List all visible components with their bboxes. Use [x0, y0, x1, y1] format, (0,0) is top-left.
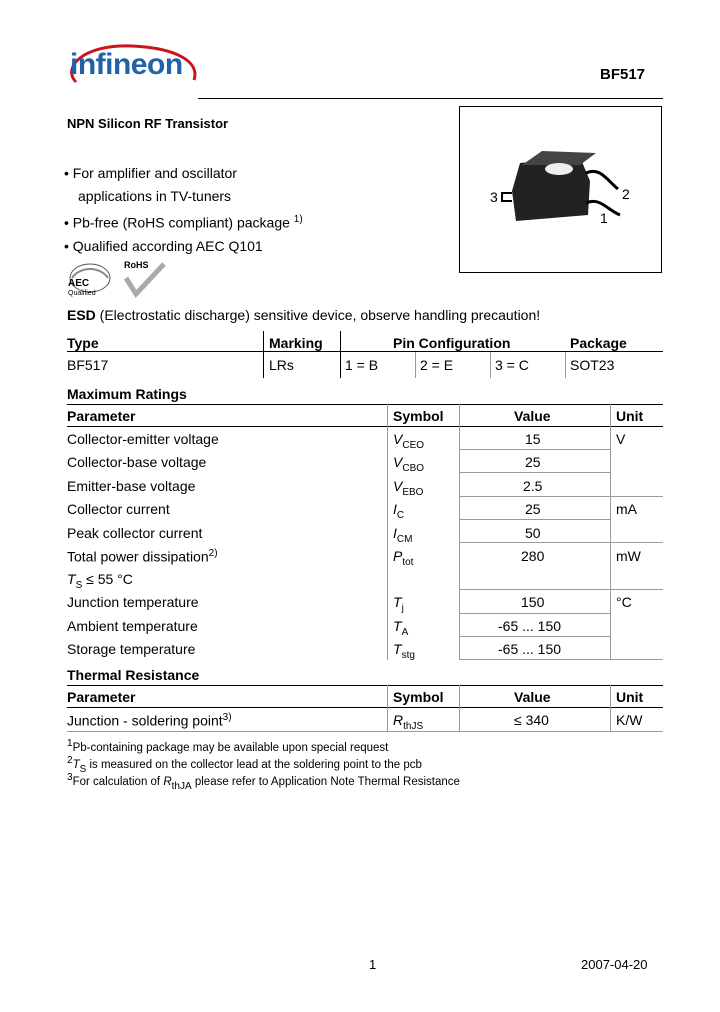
max-ratings-top-rule	[67, 404, 663, 405]
max-ratings-header-parameter: Parameter	[67, 408, 136, 424]
max-ratings-header-symbol: Symbol	[393, 408, 444, 424]
feature-item: • Qualified according AEC Q101	[64, 237, 263, 254]
max-ratings-col-divider	[459, 404, 460, 660]
table-row-symbol: $V_{EBO}$	[393, 478, 424, 498]
thermal-title: Thermal Resistance	[67, 667, 200, 683]
pin-table-divider	[340, 331, 341, 378]
header-divider	[198, 98, 663, 99]
table-row-value: 25	[525, 501, 541, 517]
table-row-parameter: Total power dissipation$^{2)}$	[67, 548, 218, 565]
max-ratings-row-rule	[459, 472, 610, 473]
pin-table-divider	[263, 331, 264, 378]
table-row-value: 25	[525, 454, 541, 470]
sot23-package-icon	[460, 107, 661, 272]
table-row-symbol: $T_{stg}$	[393, 641, 415, 661]
pin-table-type: BF517	[67, 357, 109, 373]
table-row-unit: °C	[616, 594, 632, 610]
thermal-col-divider	[610, 685, 611, 732]
thermal-bottom-rule	[67, 731, 663, 732]
page-number: 1	[369, 957, 377, 972]
pin-3-label: 3	[490, 189, 498, 205]
feature-item: • For amplifier and oscillator	[64, 165, 237, 181]
footnote-2: $^2T_S$ is measured on the collector lead at the soldering point to the pcb	[67, 755, 422, 775]
pin-table-pin3: 3 = C	[495, 357, 529, 373]
page-title: NPN Silicon RF Transistor	[67, 116, 229, 131]
table-row-symbol: $T_j$	[393, 594, 404, 614]
table-row-parameter: Ambient temperature	[67, 618, 198, 634]
svg-text:AEC: AEC	[68, 278, 90, 289]
max-ratings-header-value: Value	[514, 408, 551, 424]
package-image	[459, 106, 662, 273]
table-row-value: 15	[525, 431, 541, 447]
thermal-top-rule	[67, 685, 663, 686]
thermal-header-value: Value	[514, 689, 551, 705]
pin-table-header-marking: Marking	[269, 335, 323, 351]
max-ratings-row-rule	[459, 659, 663, 660]
max-ratings-row-rule	[459, 613, 610, 614]
logo-text: infineon	[70, 48, 183, 81]
table-row-symbol: $I_{CM}$	[393, 525, 413, 545]
feature-item: applications in TV-tuners	[78, 188, 232, 204]
max-ratings-header-rule	[67, 426, 663, 427]
aec-rohs-icon	[64, 258, 176, 298]
table-row-symbol: $T_A$	[393, 618, 409, 638]
svg-text:Qualified: Qualified	[68, 290, 96, 297]
pin-table-header-package: Package	[570, 335, 627, 351]
pin-table-rule	[67, 351, 663, 352]
thermal-row-symbol: $R_{thJS}$	[393, 712, 424, 732]
document-date: 2007-04-20	[581, 957, 648, 972]
thermal-header-symbol: Symbol	[393, 689, 444, 705]
table-row-value: -65 ... 150	[498, 618, 562, 634]
power-condition: $T_S \le 55$ °C	[67, 571, 133, 591]
table-row-unit: mW	[616, 548, 641, 564]
feature-item: • Pb-free (RoHS compliant) package $^{1)}$	[64, 214, 303, 231]
max-ratings-header-unit: Unit	[616, 408, 644, 424]
table-row-parameter: Collector-base voltage	[67, 454, 207, 470]
thermal-col-divider	[387, 685, 388, 732]
max-ratings-row-rule	[459, 449, 610, 450]
table-row-symbol: $V_{CEO}$	[393, 431, 425, 451]
table-row-parameter: Peak collector current	[67, 525, 203, 541]
pin-table-pin2: 2 = E	[420, 357, 454, 373]
table-row-unit: mA	[616, 501, 637, 517]
max-ratings-row-rule	[459, 542, 663, 543]
max-ratings-col-divider	[610, 404, 611, 660]
thermal-row-unit: K/W	[616, 712, 643, 728]
table-row-parameter: Collector-emitter voltage	[67, 431, 219, 447]
table-row-parameter: Junction temperature	[67, 594, 199, 610]
table-row-symbol: $V_{CBO}$	[393, 454, 425, 474]
certification-logos	[64, 258, 176, 298]
max-ratings-row-rule	[459, 589, 663, 590]
thermal-col-divider	[459, 685, 460, 732]
pin-table-header-type: Type	[67, 335, 99, 351]
max-ratings-title: Maximum Ratings	[67, 386, 187, 402]
thermal-header-parameter: Parameter	[67, 689, 136, 705]
pin-2-label: 2	[622, 186, 630, 202]
max-ratings-row-rule	[459, 636, 610, 637]
pin-table-header-pin-config: Pin Configuration	[393, 335, 511, 351]
table-row-value: 150	[521, 594, 545, 610]
esd-warning: ESD (Electrostatic discharge) sensitive device, observe handling precaution!	[67, 307, 541, 323]
max-ratings-col-divider	[387, 404, 388, 660]
table-row-value: 2.5	[523, 478, 543, 494]
table-row-parameter: Emitter-base voltage	[67, 478, 196, 494]
pin-table-package: SOT23	[570, 357, 615, 373]
max-ratings-row-rule	[459, 496, 663, 497]
pin-table-marking: LRs	[269, 357, 294, 373]
feature-list	[64, 162, 303, 258]
table-row-value: 50	[525, 525, 541, 541]
svg-text:RoHS: RoHS	[124, 260, 149, 270]
pin-1-label: 1	[600, 210, 608, 226]
table-row-parameter: Collector current	[67, 501, 170, 517]
table-row-value: 280	[521, 548, 545, 564]
thermal-header-unit: Unit	[616, 689, 644, 705]
footnote-3: $^3$For calculation of $R_{thJA}$ please refer to Application Note Thermal Resistance	[67, 772, 460, 792]
pin-table-divider	[490, 352, 491, 378]
thermal-row-value: ≤ 340	[514, 712, 549, 728]
table-row-value: -65 ... 150	[498, 641, 562, 657]
infineon-logo	[62, 40, 202, 96]
pin-table-divider	[415, 352, 416, 378]
part-number: BF517	[600, 66, 646, 83]
pin-table-pin1: 1 = B	[345, 357, 379, 373]
table-row-parameter: Storage temperature	[67, 641, 196, 657]
pin-table-divider	[565, 352, 566, 378]
max-ratings-row-rule	[459, 519, 610, 520]
thermal-header-rule	[67, 707, 663, 708]
thermal-row-parameter: Junction - soldering point$^{3)}$	[67, 712, 232, 729]
table-row-symbol: $P_{tot}$	[393, 548, 414, 568]
footnote-1: $^1$Pb-containing package may be available upon special request	[67, 738, 389, 754]
table-row-unit: V	[616, 431, 626, 447]
table-row-symbol: $I_C$	[393, 501, 405, 521]
